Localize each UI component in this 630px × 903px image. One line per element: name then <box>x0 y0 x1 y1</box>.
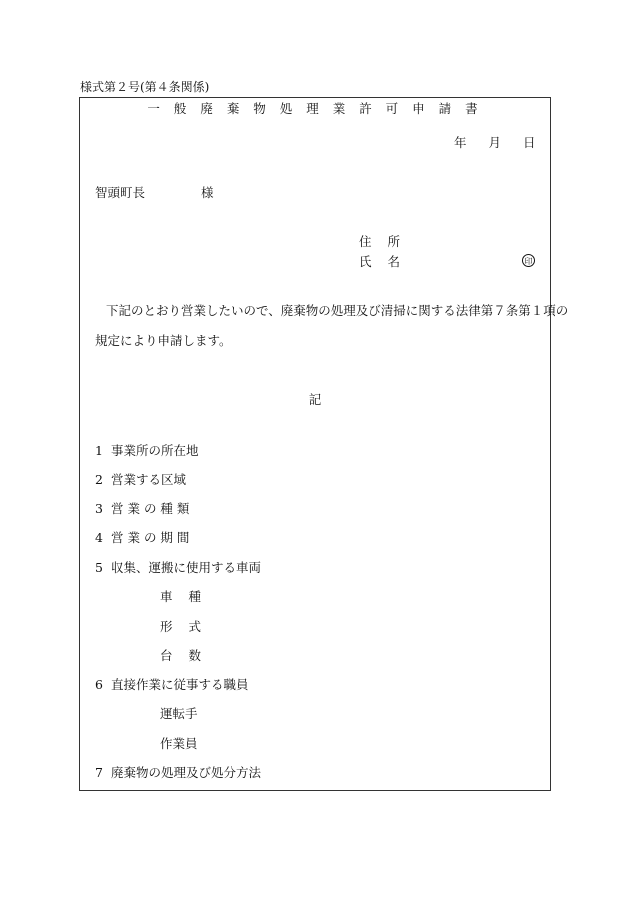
seal-mark-icon: 印 <box>522 254 535 267</box>
item-vehicles <box>95 560 261 576</box>
item-number: 6 <box>95 677 103 692</box>
subitem-worker: 作業員 <box>160 736 198 751</box>
item-number: 2 <box>95 472 103 487</box>
item-label: 直接作業に従事する職員 <box>111 677 249 692</box>
document-title: 一 般 廃 棄 物 処 理 業 許 可 申 請 書 <box>147 101 483 116</box>
item-label: 廃棄物の処理及び処分方法 <box>111 765 262 780</box>
form-number-label: 様式第２号(第４条関係) <box>80 80 210 94</box>
item-business-area <box>95 472 186 488</box>
item-label: 営 業 の 種 類 <box>111 501 190 516</box>
addressee: 智頭町長 <box>95 185 146 200</box>
applicant-address-label: 住 所 <box>359 234 406 249</box>
ki-heading: 記 <box>308 392 322 407</box>
applicant-name-label: 氏 名 <box>359 254 406 269</box>
subitem-vehicle-model: 形 式 <box>160 619 207 634</box>
item-office-location <box>95 443 199 459</box>
honorific: 様 <box>201 185 214 200</box>
item-number: 5 <box>95 560 103 575</box>
item-label: 事業所の所在地 <box>111 443 199 458</box>
item-label: 営 業 の 期 間 <box>111 530 190 545</box>
item-label: 営業する区域 <box>111 472 187 487</box>
item-disposal-method <box>95 765 261 781</box>
item-business-type <box>95 501 189 517</box>
date-field: 年 月 日 <box>454 135 536 150</box>
item-number: 4 <box>95 530 103 545</box>
item-business-period <box>95 530 189 546</box>
body-text-line-1: 下記のとおり営業したいので、廃棄物の処理及び清掃に関する法律第７条第１項の <box>106 303 569 318</box>
item-number: 1 <box>95 443 103 458</box>
subitem-vehicle-count: 台 数 <box>160 648 207 663</box>
item-number: 7 <box>95 765 103 780</box>
body-text-line-2: 規定により申請します。 <box>95 333 232 348</box>
item-label: 収集、運搬に使用する車両 <box>111 560 262 575</box>
subitem-vehicle-type: 車 種 <box>160 589 207 604</box>
item-number: 3 <box>95 501 103 516</box>
item-staff <box>95 677 249 693</box>
subitem-driver: 運転手 <box>160 706 198 721</box>
